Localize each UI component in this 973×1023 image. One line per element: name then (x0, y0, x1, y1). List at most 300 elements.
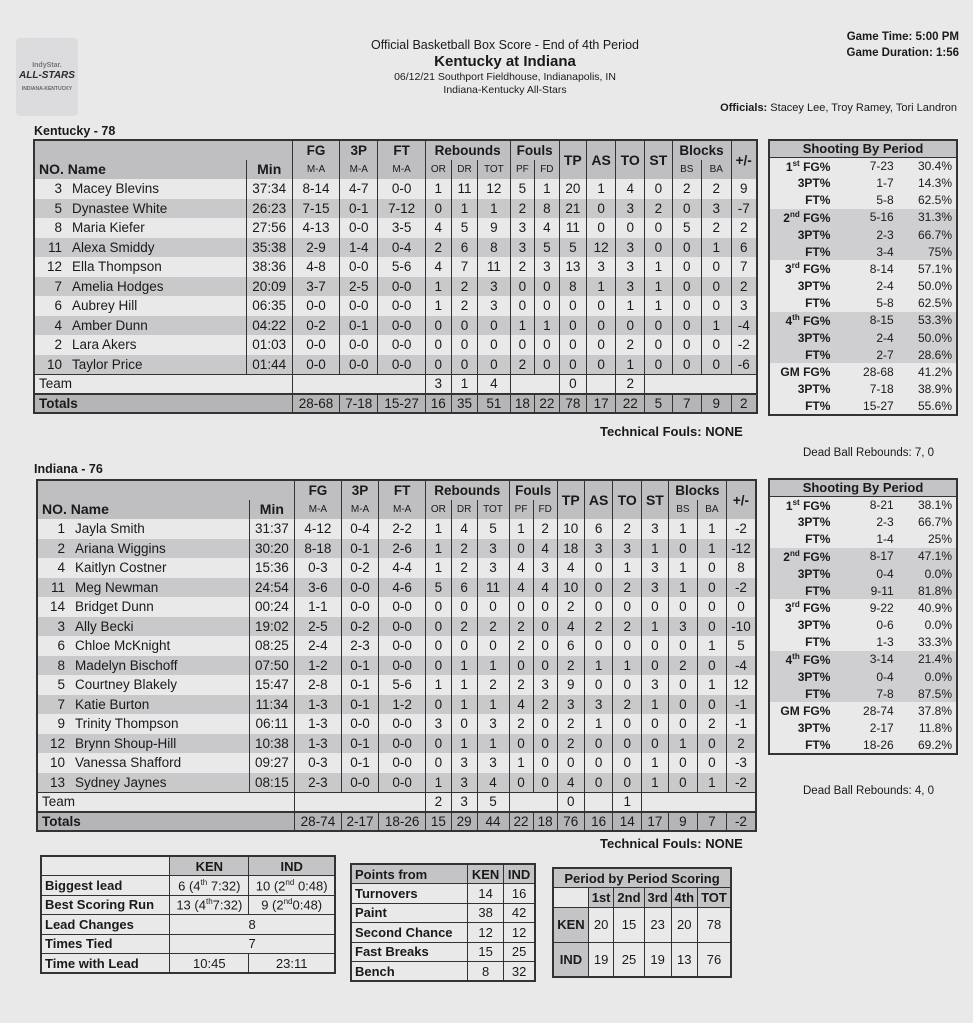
bs-cell: 0 (668, 695, 697, 715)
player-number: 7 (34, 277, 68, 297)
off-reb-cell: 0 (425, 335, 451, 355)
tot-reb-cell: 1 (477, 734, 509, 754)
off-reb-cell: 0 (425, 656, 451, 676)
shooting-row (769, 513, 957, 530)
fg-cell: 2-9 (292, 238, 339, 258)
ft-cell: 0-0 (378, 335, 425, 355)
tp-cell: 2 (557, 597, 584, 617)
plus-minus-cell: 6 (731, 238, 757, 258)
to-cell: 1 (613, 656, 641, 676)
stat-type: 3PT% (797, 175, 831, 190)
minutes-cell: 19:02 (249, 617, 295, 637)
bs-cell: 0 (672, 257, 701, 277)
st-cell: 1 (645, 257, 672, 277)
def-reb-cell: 1 (451, 734, 477, 754)
ba-cell: 0 (702, 257, 731, 277)
pf-cell: 3 (510, 218, 535, 238)
shooting-percentage: 87.5% (898, 685, 957, 702)
stat-type: 3PT% (797, 279, 831, 294)
ast-cell: 1 (584, 714, 613, 734)
shooting-made-attempted: 5-8 (876, 193, 894, 208)
team-tot: 4 (478, 374, 511, 394)
period-suffix: th (792, 312, 800, 322)
ba-cell: 0 (697, 753, 726, 773)
def-reb-cell: 6 (451, 238, 477, 258)
totals-pm: -2 (726, 812, 756, 832)
team-dr: 3 (451, 792, 477, 812)
fd-cell: 1 (535, 316, 560, 336)
bs-cell: 2 (668, 656, 697, 676)
ft-cell: 4-4 (379, 558, 426, 578)
st-header: ST (641, 480, 668, 519)
bs-subheader: BS (668, 500, 697, 520)
totals-row (37, 812, 756, 832)
fg-cell: 4-12 (295, 519, 342, 539)
def-reb-cell: 6 (451, 578, 477, 598)
shooting-percentage: 66.7% (917, 514, 952, 529)
shooting-percentage: 53.3% (898, 312, 957, 329)
ft-cell: 5-6 (379, 675, 426, 695)
indiana-technical-fouls: Technical Fouls: NONE (600, 836, 743, 851)
plus-minus-cell: 2 (731, 277, 757, 297)
best-run-label: Best Scoring Run (41, 895, 170, 915)
period-header: 2nd (614, 888, 644, 908)
shooting-label (769, 157, 836, 174)
fd-cell: 4 (533, 578, 557, 598)
tot-reb-cell: 5 (477, 519, 509, 539)
def-reb-cell: 2 (451, 617, 477, 637)
shooting-made-attempted: 2-3 (876, 514, 894, 529)
shooting-percentage: 0.0% (924, 618, 952, 633)
ba-cell: 2 (702, 179, 731, 199)
times-tied-value: 7 (170, 934, 335, 954)
plus-minus-cell: -4 (726, 656, 756, 676)
header-min-spacer (246, 140, 292, 160)
off-reb-cell: 1 (425, 773, 451, 793)
bs-cell: 0 (672, 296, 701, 316)
3p-header: 3P (340, 140, 378, 160)
shooting-label (769, 363, 836, 380)
plus-minus-cell: 3 (731, 296, 757, 316)
shooting-label (769, 312, 836, 329)
player-row (37, 617, 756, 637)
period-score: 19 (644, 942, 671, 977)
off-reb-cell: 4 (425, 218, 451, 238)
totals-label: Totals (34, 394, 292, 414)
totals-to: 14 (613, 812, 641, 832)
stat-type: 3PT% (797, 618, 831, 633)
period-suffix: st (792, 497, 800, 507)
officials-line (720, 102, 957, 114)
shooting-row (769, 496, 957, 513)
ma-subheader: M-A (341, 500, 379, 520)
to-cell: 2 (613, 519, 641, 539)
ba-subheader: BA (702, 160, 731, 180)
totals-fd: 18 (533, 812, 557, 832)
points-ken: 12 (467, 923, 503, 943)
st-cell: 0 (645, 238, 672, 258)
player-number: 4 (34, 316, 68, 336)
fg-cell: 2-8 (295, 675, 342, 695)
player-number: 7 (37, 695, 71, 715)
totals-bs: 7 (672, 394, 701, 414)
player-name: Kaitlyn Costner (71, 558, 249, 578)
bs-cell: 0 (672, 316, 701, 336)
blank-cell (509, 792, 557, 812)
ma-subheader: M-A (378, 160, 425, 180)
period-header: TOT (697, 888, 731, 908)
indiana-dead-ball-rebounds: Dead Ball Rebounds: 4, 0 (803, 785, 935, 797)
shooting-row (769, 278, 957, 295)
plus-minus-cell: 2 (731, 218, 757, 238)
to-cell: 0 (613, 734, 641, 754)
points-from-title: Points from (351, 864, 467, 884)
def-reb-cell: 0 (451, 335, 477, 355)
def-reb-cell: 0 (451, 597, 477, 617)
shooting-row (769, 668, 957, 685)
off-reb-cell: 4 (425, 257, 451, 277)
totals-fg: 28-74 (295, 812, 342, 832)
to-cell: 0 (613, 753, 641, 773)
pf-cell: 4 (509, 695, 533, 715)
points-category: Fast Breaks (351, 942, 467, 962)
player-row (37, 695, 756, 715)
totals-tot: 51 (478, 394, 511, 414)
tot-reb-cell: 11 (477, 578, 509, 598)
shooting-made-attempted: 1-4 (876, 532, 894, 547)
indiana-box-score (36, 479, 757, 832)
tot-reb-cell: 1 (478, 199, 511, 219)
pf-cell: 4 (509, 578, 533, 598)
indiana-shooting-by-period (768, 478, 958, 755)
fd-cell: 3 (535, 257, 560, 277)
fd-cell: 3 (533, 558, 557, 578)
ba-cell: 0 (702, 335, 731, 355)
shooting-made-attempted: 8-21 (869, 498, 894, 513)
period-scoring-title: Period by Period Scoring (553, 868, 731, 888)
points-ken: 8 (467, 962, 503, 982)
pf-cell: 3 (510, 238, 535, 258)
logo-line-1: IndyStar. (32, 61, 62, 69)
officials-names: Stacey Lee, Troy Ramey, Tori Landron (770, 102, 957, 114)
shooting-row (769, 685, 957, 702)
period-number: 2 (783, 210, 790, 225)
player-row (37, 558, 756, 578)
team-tp: 0 (559, 374, 586, 394)
minutes-cell: 20:09 (246, 277, 292, 297)
no-name-header: NO. Name (37, 500, 249, 520)
tp-cell: 11 (559, 218, 586, 238)
bs-cell: 1 (668, 519, 697, 539)
player-number: 2 (54, 337, 62, 353)
shooting-percentage: 40.9% (917, 600, 952, 615)
st-cell: 1 (645, 296, 672, 316)
plus-minus-cell: -10 (726, 617, 756, 637)
plus-minus-cell: 2 (726, 734, 756, 754)
period-team: KEN (553, 907, 588, 942)
to-cell: 0 (616, 316, 645, 336)
period-header: 1st (588, 888, 614, 908)
shooting-made-attempted: 28-68 (863, 365, 894, 380)
tot-reb-cell: 0 (478, 335, 511, 355)
min-header: Min (246, 160, 292, 180)
off-reb-cell: 1 (425, 277, 451, 297)
team-tp: 0 (557, 792, 584, 812)
stat-type: 3PT% (797, 227, 831, 242)
fd-cell: 2 (533, 519, 557, 539)
shooting-row (769, 531, 957, 548)
def-reb-cell: 0 (451, 714, 477, 734)
to-cell: 2 (613, 578, 641, 598)
lead-ken-header: KEN (170, 856, 249, 876)
totals-tp: 76 (557, 812, 584, 832)
fg-cell: 3-6 (295, 578, 342, 598)
shooting-label (769, 295, 836, 312)
bs-cell: 1 (668, 734, 697, 754)
st-cell: 1 (641, 617, 668, 637)
min-header: Min (249, 500, 295, 520)
points-row (351, 962, 535, 982)
stat-type: FG% (803, 262, 831, 277)
shooting-row (769, 582, 957, 599)
shooting-label (769, 329, 836, 346)
player-number: 12 (46, 259, 62, 275)
bs-cell: 0 (668, 675, 697, 695)
shooting-percentage: 38.1% (917, 498, 952, 513)
shooting-made-attempted: 15-27 (863, 398, 894, 413)
or-subheader: OR (425, 500, 451, 520)
to-cell: 0 (613, 597, 641, 617)
period-row (553, 942, 731, 977)
st-cell: 1 (641, 539, 668, 559)
period-number: 4 (785, 652, 793, 667)
period-number: 3 (785, 262, 792, 277)
ft-cell: 0-0 (379, 773, 426, 793)
shooting-row (769, 243, 957, 260)
tp-header: TP (557, 480, 584, 519)
stat-type: FT% (805, 532, 831, 547)
shooting-title-row (769, 479, 957, 496)
shooting-made-attempted: 7-18 (869, 382, 894, 397)
fg-cell: 0-0 (292, 296, 339, 316)
ba-cell: 0 (697, 558, 726, 578)
to-cell: 3 (616, 277, 645, 297)
tp-cell: 21 (559, 199, 586, 219)
shooting-percentage: 37.8% (917, 704, 952, 719)
off-reb-cell: 0 (425, 753, 451, 773)
3p-cell: 0-1 (340, 316, 378, 336)
def-reb-cell: 0 (451, 636, 477, 656)
tp-cell: 0 (559, 335, 586, 355)
pf-cell: 1 (509, 753, 533, 773)
period-suffix: st (792, 158, 800, 168)
minutes-cell: 11:34 (249, 695, 295, 715)
ft-cell: 0-0 (379, 714, 426, 734)
pf-cell: 0 (510, 296, 535, 316)
stat-type: 3PT% (797, 514, 831, 529)
ast-cell: 12 (587, 238, 616, 258)
player-number: 13 (37, 773, 71, 793)
ft-cell: 0-0 (378, 277, 425, 297)
tp-cell: 4 (557, 617, 584, 637)
player-name: Meg Newman (71, 578, 249, 598)
3p-cell: 0-1 (341, 539, 379, 559)
ft-cell: 0-0 (379, 656, 426, 676)
shooting-row (769, 192, 957, 209)
player-row (37, 714, 756, 734)
stat-type: FG% (803, 601, 831, 616)
off-reb-cell: 5 (425, 578, 451, 598)
def-reb-cell: 1 (451, 199, 477, 219)
period-number: GM (780, 365, 800, 380)
shooting-percentage: 33.3% (917, 635, 952, 650)
period-score: 23 (644, 907, 671, 942)
period-number: GM (780, 704, 800, 719)
to-cell: 1 (613, 558, 641, 578)
period-score: 19 (588, 942, 614, 977)
player-number: 11 (34, 238, 68, 258)
to-cell: 3 (616, 238, 645, 258)
tp-cell: 10 (557, 578, 584, 598)
shooting-percentage: 55.6% (917, 398, 952, 413)
totals-label: Totals (37, 812, 295, 832)
shooting-made-attempted: 28-74 (863, 704, 894, 719)
stat-type: FG% (803, 313, 831, 328)
shooting-made-attempted: 7-8 (836, 685, 897, 702)
ft-cell: 0-4 (378, 238, 425, 258)
plus-minus-cell: -7 (731, 199, 757, 219)
stat-type: FT% (805, 635, 831, 650)
fg-cell: 1-3 (295, 695, 342, 715)
period-suffix: nd (789, 209, 800, 219)
player-name: Madelyn Bischoff (71, 656, 249, 676)
shooting-label (769, 599, 836, 616)
stat-type: 3PT% (797, 330, 831, 345)
to-cell: 0 (613, 675, 641, 695)
shooting-row (769, 720, 957, 737)
lead-changes-label: Lead Changes (41, 915, 170, 935)
totals-ba: 9 (702, 394, 731, 414)
totals-dr: 35 (451, 394, 477, 414)
stat-type: FG% (803, 498, 831, 513)
totals-to: 22 (616, 394, 645, 414)
player-row (37, 773, 756, 793)
shooting-row (769, 363, 957, 380)
ast-cell: 0 (584, 636, 613, 656)
fd-cell: 0 (533, 753, 557, 773)
player-number: 5 (34, 199, 68, 219)
shooting-row (769, 702, 957, 719)
minutes-cell: 31:37 (249, 519, 295, 539)
shooting-label (769, 496, 836, 513)
shooting-row (769, 634, 957, 651)
player-row (34, 335, 757, 355)
shooting-made-attempted: 5-8 (876, 296, 894, 311)
3p-header: 3P (341, 480, 379, 500)
player-name: Aubrey Hill (68, 296, 246, 316)
bs-cell: 0 (672, 335, 701, 355)
shooting-made-attempted: 1-3 (876, 635, 894, 650)
blank-cell (292, 374, 425, 394)
kentucky-technical-fouls: Technical Fouls: NONE (600, 424, 743, 439)
best-run-ind: 9 (2nd0:48) (249, 895, 335, 915)
stat-type: 3PT% (797, 566, 831, 581)
team-row (37, 792, 756, 812)
points-row (351, 923, 535, 943)
fd-cell: 0 (535, 296, 560, 316)
off-reb-cell: 0 (425, 355, 451, 375)
3p-cell: 0-0 (340, 335, 378, 355)
shooting-percentage: 57.1% (917, 261, 952, 276)
pf-subheader: PF (510, 160, 535, 180)
points-ken-header: KEN (467, 864, 503, 884)
to-cell: 3 (613, 539, 641, 559)
totals-row (34, 394, 757, 414)
st-cell: 1 (645, 277, 672, 297)
team-to: 2 (616, 374, 645, 394)
minutes-cell: 01:03 (246, 335, 292, 355)
shooting-percentage: 21.4% (898, 651, 957, 668)
3p-cell: 1-4 (340, 238, 378, 258)
totals-dr: 29 (451, 812, 477, 832)
totals-st: 17 (641, 812, 668, 832)
pf-cell: 4 (509, 558, 533, 578)
ma-subheader: M-A (340, 160, 378, 180)
ast-cell: 0 (584, 773, 613, 793)
tot-reb-cell: 0 (478, 316, 511, 336)
off-reb-cell: 0 (425, 636, 451, 656)
plus-minus-cell: 8 (726, 558, 756, 578)
shooting-label (769, 513, 836, 530)
as-header: AS (587, 140, 616, 179)
shooting-percentage: 50.0% (917, 279, 952, 294)
player-row (37, 519, 756, 539)
tot-reb-cell: 3 (477, 714, 509, 734)
period-score: 25 (614, 942, 644, 977)
ast-cell: 6 (584, 519, 613, 539)
shooting-row (769, 209, 957, 226)
fg-cell: 3-7 (292, 277, 339, 297)
player-row (34, 355, 757, 375)
totals-pf: 22 (509, 812, 533, 832)
shooting-percentage: 69.2% (917, 737, 952, 752)
to-cell: 1 (616, 296, 645, 316)
shooting-label (769, 531, 836, 548)
minutes-cell: 07:50 (249, 656, 295, 676)
minutes-cell: 06:35 (246, 296, 292, 316)
stat-type: FG% (803, 365, 831, 380)
fd-cell: 0 (533, 597, 557, 617)
tot-reb-cell: 2 (477, 675, 509, 695)
3p-cell: 0-1 (341, 656, 379, 676)
shooting-label (769, 226, 836, 243)
tp-cell: 2 (557, 656, 584, 676)
period-suffix: rd (791, 261, 800, 271)
bs-cell: 0 (668, 753, 697, 773)
totals-tp3: 2-17 (341, 812, 379, 832)
off-reb-cell: 3 (425, 714, 451, 734)
shooting-made-attempted: 1-7 (876, 175, 894, 190)
player-name: Ally Becki (71, 617, 249, 637)
ba-cell: 1 (697, 675, 726, 695)
player-name: Trinity Thompson (71, 714, 249, 734)
pf-cell: 0 (509, 539, 533, 559)
ba-cell: 2 (697, 714, 726, 734)
def-reb-cell: 0 (451, 316, 477, 336)
fouls-header: Fouls (510, 140, 559, 160)
shooting-percentage: 31.3% (898, 209, 957, 226)
shooting-row (769, 260, 957, 277)
